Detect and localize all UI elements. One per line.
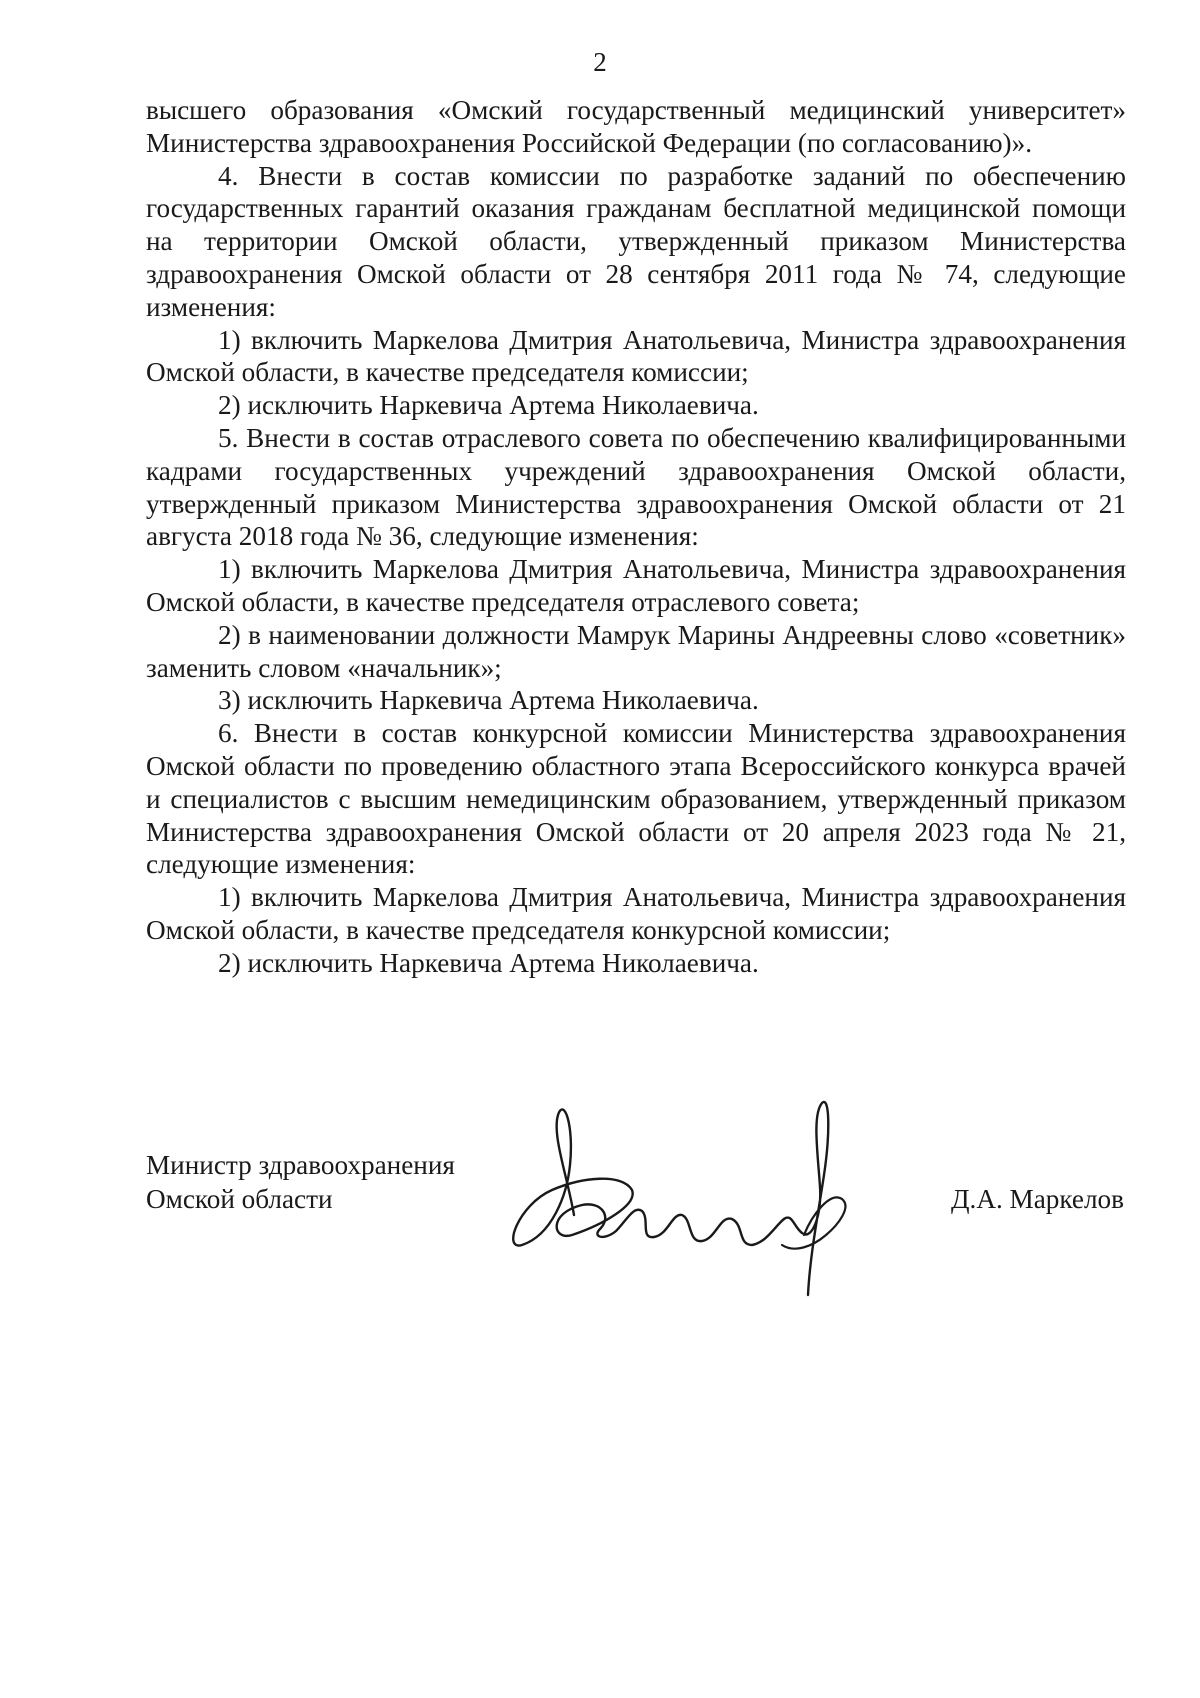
page-number: 2	[593, 47, 607, 77]
paragraph-item-5-3: 3) исключить Наркевича Артема Николаевича.	[218, 685, 759, 716]
document-body	[146, 94, 1126, 980]
signatory-position-line1: Министр здравоохранения	[146, 1150, 455, 1180]
paragraph-item-4-1: 1) включить Маркелова Дмитрия Анатольевича, Министра здравоохранения Омской области, в качестве председателя комиссии;	[146, 324, 1126, 388]
paragraph-item-6-2: 2) исключить Наркевича Артема Николаевича.	[218, 947, 759, 978]
paragraph-item-5-2: 2) в наименовании должности Мамрук Марины Андреевны слово «советник» заменить словом «начальник»;	[146, 619, 1126, 683]
paragraph-item-6-1: 1) включить Маркелова Дмитрия Анатольевича, Министра здравоохранения Омской области, в качестве председателя конкурсной комиссии;	[146, 882, 1126, 945]
signatory-name: Д.А. Маркелов	[950, 1184, 1124, 1214]
paragraph-item-6: 6. Внести в состав конкурсной комиссии Министерства здравоохранения Омской области по проведению областного этапа Всероссийского конкурса врачей и специалистов с высшим немедицинским образованием, утвержденный приказом Министерства здравоохранения Омской области от 20 апреля 2023 года № 21, следующие изменения:	[146, 718, 1126, 880]
paragraph-item-4: 4. Внести в состав комиссии по разработке заданий по обеспечению государственных гарантий оказания гражданам бесплатной медицинской помощи на территории Омской области, утвержденный приказом Министерства здравоохранения Омской области от 28 сентября 2011 года № 74, следующие изменения:	[146, 160, 1126, 322]
signatory-position	[146, 1148, 455, 1216]
paragraph-item-4-2: 2) исключить Наркевича Артема Николаевича.	[218, 390, 759, 421]
handwritten-signature	[512, 1095, 912, 1305]
paragraph-item-5-1: 1) включить Маркелова Дмитрия Анатольевича, Министра здравоохранения Омской области, в качестве председателя отраслевого совета;	[146, 554, 1126, 617]
signatory-position-line2: Омской области	[146, 1184, 333, 1214]
paragraph-item-5: 5. Внести в состав отраслевого совета по обеспечению квалифицированными кадрами государственных учреждений здравоохранения Омской области, утвержденный приказом Министерства здравоохранения Омской области от 21 августа 2018 года № 36, следующие изменения:	[146, 422, 1126, 552]
paragraph-continuation: высшего образования «Омский государственный медицинский университет» Министерства здравоохранения Российской Федерации (по согласованию)».	[146, 95, 1126, 158]
